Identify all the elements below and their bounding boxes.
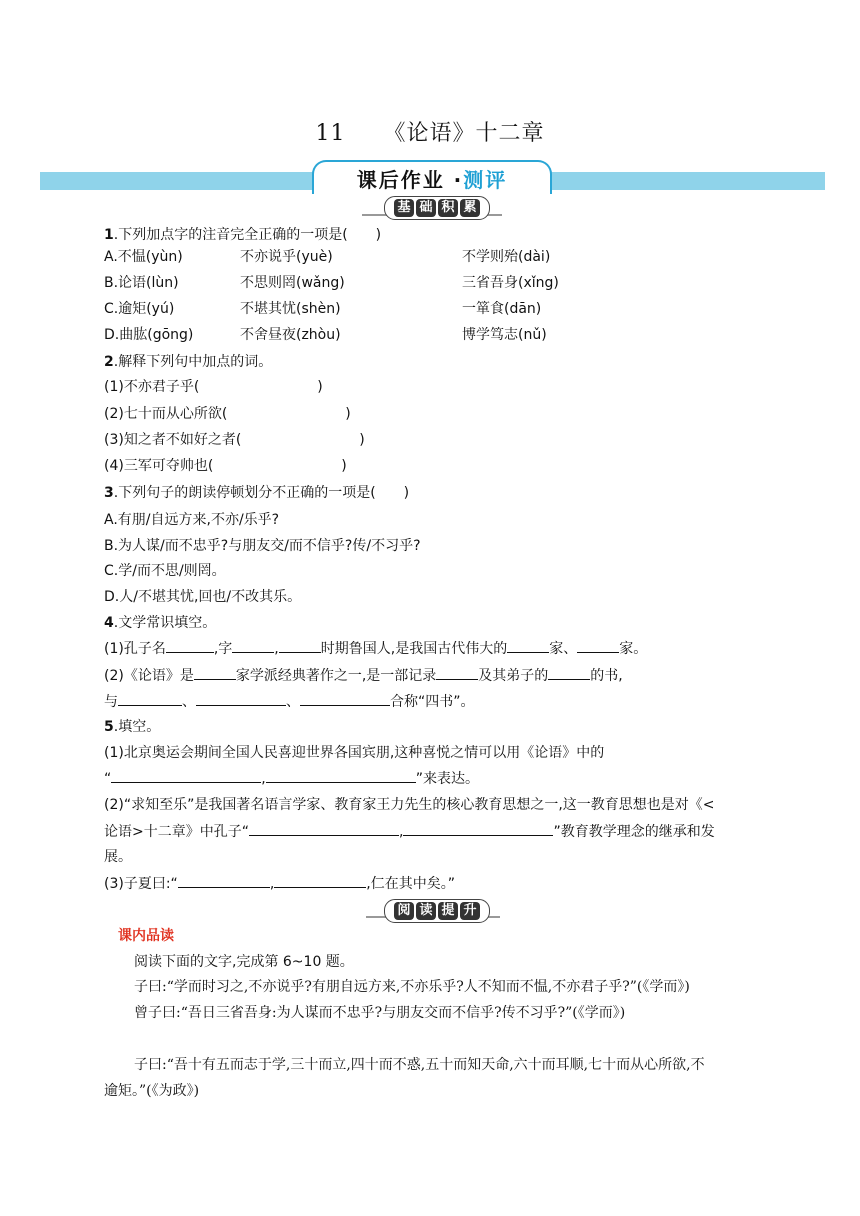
question-number: 2 (104, 354, 114, 370)
title-text: 《论语》十二章 (383, 121, 545, 146)
title-number: 11 (315, 121, 346, 146)
q1-option-d (104, 325, 804, 345)
text-segment: (1)孔子名 (104, 641, 166, 657)
text-segment: 、 (182, 694, 196, 710)
passage-1: 子曰:“学而时习之,不亦说乎?有朋自远方来,不亦乐乎?人不知而不愠,不亦君子乎?”(《学而》) (134, 979, 690, 995)
section-reading-badge (384, 899, 490, 923)
text-segment: “ (104, 771, 112, 787)
banner-label: 课后作业 · (356, 167, 464, 192)
option-label: B.论语(lùn) (104, 275, 179, 291)
fill-blank[interactable] (266, 768, 416, 783)
q2-item-2 (104, 404, 351, 424)
text-segment: ,字 (213, 641, 233, 657)
badge-char: 基 (394, 199, 414, 217)
text-segment: 时期鲁国人,是我国古代伟大的 (320, 641, 508, 657)
question-2-stem (104, 352, 272, 372)
fill-blank[interactable] (577, 638, 619, 653)
q1-option-c (104, 299, 804, 319)
option-col-3: 博学笃志(nǔ) (462, 327, 547, 343)
question-number: 4 (104, 615, 114, 631)
banner-highlight: 测评 (463, 167, 508, 192)
q3-option-d: D.人/不堪其忧,回也/不改其乐。 (104, 589, 302, 605)
q2-item-3 (104, 430, 365, 450)
item-text: (3)知之者不如好之者( (104, 432, 242, 448)
q5-line-4 (104, 821, 715, 842)
option-label: C.逾矩(yú) (104, 301, 175, 317)
fill-blank[interactable] (111, 768, 261, 783)
question-number: 5 (104, 719, 114, 735)
fill-blank[interactable] (300, 691, 390, 706)
question-4-stem (104, 613, 216, 633)
badge-char: 累 (460, 199, 480, 217)
passage-2: 曾子曰:“吾日三省吾身:为人谋而不忠乎?与朋友交而不信乎?传不习乎?”(《学而》) (134, 1005, 626, 1021)
item-close: ) (341, 458, 347, 474)
text-segment: 家学派经典著作之一,是一部记录 (235, 668, 437, 684)
q2-item-1 (104, 377, 323, 397)
fill-blank[interactable] (118, 691, 182, 706)
q1-option-b (104, 273, 804, 293)
text-segment: , (274, 641, 279, 657)
section-basic-badge (384, 196, 490, 220)
badge-char: 升 (460, 902, 480, 920)
page-title (0, 116, 860, 147)
q4-line-3 (104, 691, 475, 712)
text-segment: 、 (286, 694, 300, 710)
passage-3-cont: 逾矩。”(《为政》) (104, 1083, 200, 1099)
text-segment: ”来表达。 (415, 771, 479, 787)
q5-line-6 (104, 873, 455, 894)
text-segment: 与 (104, 694, 118, 710)
q5-line-1: (1)北京奥运会期间全国人民喜迎世界各国宾朋,这种喜悦之情可以用《论语》中的 (104, 745, 605, 761)
option-col-3: 一箪食(dān) (462, 301, 542, 317)
question-3-stem (104, 483, 409, 503)
fill-blank[interactable] (403, 821, 553, 836)
passage-3: 子曰:“吾十有五而志于学,三十而立,四十而不惑,五十而知天命,六十而耳顺,七十而从心所欲,不 (134, 1057, 705, 1073)
q3-option-a: A.有朋/自远方来,不亦/乐乎? (104, 512, 280, 528)
question-text: .填空。 (113, 719, 161, 735)
fill-blank[interactable] (194, 665, 236, 680)
option-label: D.曲肱(gōng) (104, 327, 194, 343)
fill-blank[interactable] (548, 665, 590, 680)
text-segment: 的书, (590, 668, 623, 684)
q3-option-c: C.学/而不思/则罔。 (104, 563, 226, 579)
inclass-reading-label: 课内品读 (118, 928, 174, 944)
q5-line-5: 展。 (104, 849, 132, 865)
fill-blank[interactable] (507, 638, 549, 653)
item-text: (2)七十而从心所欲( (104, 406, 228, 422)
section-banner (312, 160, 552, 194)
q1-option-a (104, 247, 804, 267)
item-text: (1)不亦君子乎( (104, 379, 200, 395)
q5-line-3: (2)“求知至乐”是我国著名语言学家、教育家王力先生的核心教育思想之一,这一教育思想也是对《< (104, 797, 715, 813)
fill-blank[interactable] (274, 873, 366, 888)
fill-blank[interactable] (196, 691, 286, 706)
q5-line-2 (104, 768, 479, 789)
text-segment: 家、 (549, 641, 578, 657)
option-col-2: 不堪其忧(shèn) (240, 301, 341, 317)
q2-item-4 (104, 456, 347, 476)
question-text: .下列句子的朗读停顿划分不正确的一项是( ) (113, 485, 410, 501)
fill-blank[interactable] (249, 821, 399, 836)
text-segment: (2)《论语》是 (104, 668, 194, 684)
badge-char: 阅 (394, 902, 414, 920)
fill-blank[interactable] (232, 638, 274, 653)
item-close: ) (359, 432, 365, 448)
text-segment: , (398, 824, 404, 840)
badge-char: 积 (438, 199, 458, 217)
question-number: 3 (104, 485, 114, 501)
text-segment: (3)子夏曰:“ (104, 876, 178, 892)
item-text: (4)三军可夺帅也( (104, 458, 214, 474)
reading-intro: 阅读下面的文字,完成第 6~10 题。 (134, 954, 354, 970)
option-col-3: 不学则殆(dài) (462, 249, 551, 265)
q4-line-1 (104, 638, 647, 659)
fill-blank[interactable] (178, 873, 270, 888)
text-segment: , (269, 876, 275, 892)
question-text: .解释下列句中加点的词。 (113, 354, 273, 370)
q4-line-2 (104, 665, 623, 686)
item-close: ) (317, 379, 323, 395)
badge-char: 提 (438, 902, 458, 920)
text-segment: ,仁在其中矣。” (366, 876, 455, 892)
badge-char: 读 (416, 902, 436, 920)
q3-option-b: B.为人谋/而不忠乎?与朋友交/而不信乎?传/不习乎? (104, 538, 421, 554)
question-text: .文学常识填空。 (113, 615, 217, 631)
question-number: 1 (104, 227, 114, 243)
text-segment: 及其弟子的 (478, 668, 549, 684)
text-segment: , (261, 771, 266, 787)
text-segment: ”教育教学理念的继承和发 (553, 824, 715, 840)
text-segment: 家。 (619, 641, 648, 657)
fill-blank[interactable] (166, 638, 214, 653)
question-5-stem (104, 717, 160, 737)
item-close: ) (345, 406, 351, 422)
option-col-2: 不思则罔(wǎng) (240, 275, 345, 291)
option-col-2: 不亦说乎(yuè) (240, 249, 333, 265)
badge-char: 础 (416, 199, 436, 217)
text-segment: 合称“四书”。 (390, 694, 475, 710)
fill-blank[interactable] (279, 638, 321, 653)
text-segment: 论语>十二章》中孔子“ (104, 824, 249, 840)
question-text: .下列加点字的注音完全正确的一项是( ) (113, 227, 382, 243)
option-col-3: 三省吾身(xǐng) (462, 275, 559, 291)
option-col-2: 不舍昼夜(zhòu) (240, 327, 341, 343)
option-label: A.不愠(yùn) (104, 249, 183, 265)
question-1-stem (104, 225, 381, 245)
fill-blank[interactable] (436, 665, 478, 680)
